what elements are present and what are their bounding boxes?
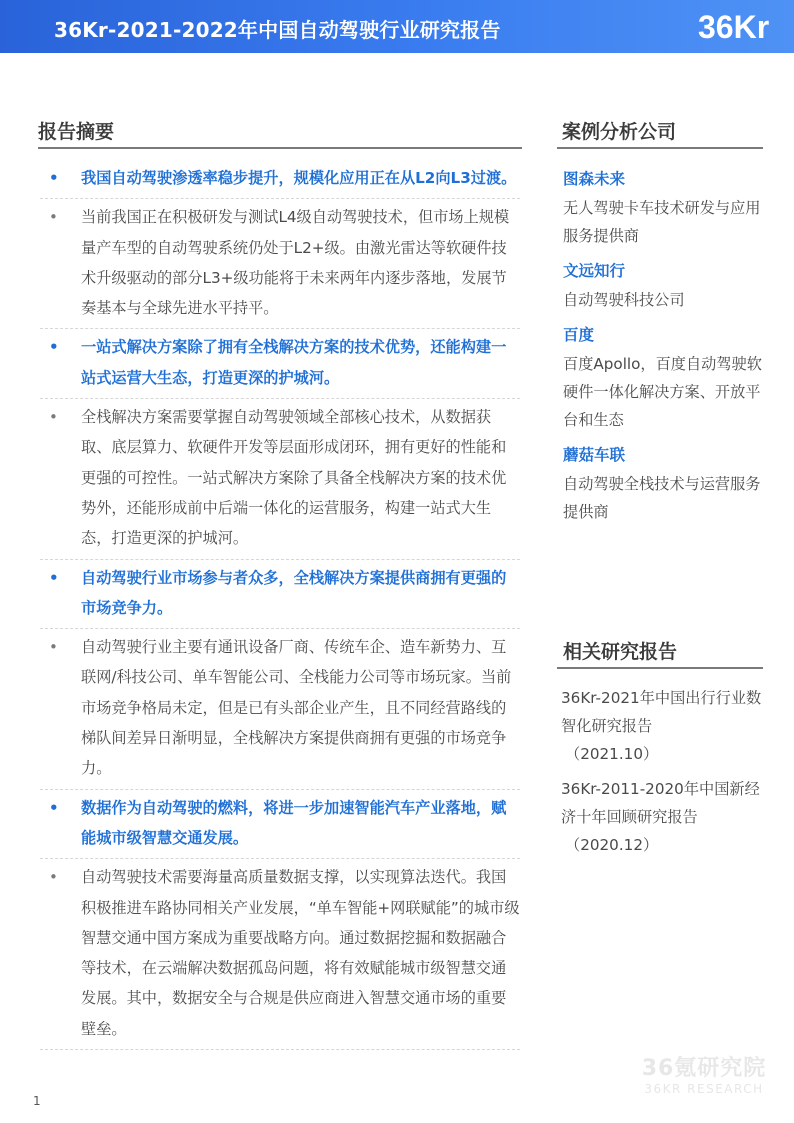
36kr-logo xyxy=(692,0,794,53)
report-date: （2020.12） xyxy=(565,836,659,854)
cases-divider xyxy=(557,147,763,149)
summary-detail xyxy=(40,199,520,329)
watermark-en: 36KR RESEARCH xyxy=(644,1082,764,1096)
related-heading: 相关研究报告 xyxy=(563,641,678,663)
bullet-icon: • xyxy=(49,568,59,587)
summary-list xyxy=(40,160,520,1050)
summary-text: 一站式解决方案除了拥有全栈解决方案的技术优势，还能构建一站式运营大生态，打造更深的护城河。 xyxy=(81,338,507,387)
summary-text: 我国自动驾驶渗透率稳步提升，规模化应用正在从L2向L3过渡。 xyxy=(81,169,517,187)
related-report xyxy=(561,775,766,859)
summary-key-point xyxy=(40,790,520,860)
logo-text: 36Kr xyxy=(698,9,770,45)
bullet-icon: • xyxy=(49,868,58,887)
case-company-name: 百度 xyxy=(563,326,595,344)
bullet-icon: • xyxy=(49,169,59,187)
related-divider xyxy=(557,667,763,669)
watermark xyxy=(630,1056,778,1096)
summary-heading: 报告摘要 xyxy=(38,121,115,143)
case-company-desc: 自动驾驶全栈技术与运营服务提供商 xyxy=(563,475,761,521)
summary-detail xyxy=(40,629,520,789)
summary-key-point xyxy=(40,329,520,399)
bullet-icon: • xyxy=(49,208,58,227)
summary-text: 当前我国正在积极研发与测试L4级自动驾驶技术，但市场上规模量产车型的自动驾驶系统仍处于L2+级。由激光雷达等软硬件技术升级驱动的部分L3+级功能将于未来两年内逐步落地，发展节奏基本与全球先进水平持平。 xyxy=(81,208,510,318)
report-title: 36Kr-2021年中国出行行业数智化研究报告 xyxy=(561,689,762,735)
bullet-icon: • xyxy=(49,798,59,817)
summary-detail xyxy=(40,859,520,1050)
report-list xyxy=(561,684,766,866)
summary-text: 数据作为自动驾驶的燃料，将进一步加速智能汽车产业落地，赋能城市级智慧交通发展。 xyxy=(81,798,507,847)
summary-text: 自动驾驶技术需要海量高质量数据支撑，以实现算法迭代。我国积极推进车路协同相关产业发展，“单车智能+网联赋能”的城市级智慧交通中国方案成为重要战略方向。通过数据挖掘和数据融合等技术，在云端解决数据孤岛问题，将有效赋能城市级智慧交通发展。其中，数据安全与合规是供应商进入智慧交通市场的重要壁垒。 xyxy=(81,868,520,1038)
case-list xyxy=(563,164,763,532)
report-date: （2021.10） xyxy=(565,745,659,763)
summary-detail xyxy=(40,399,520,559)
case-company-desc: 无人驾驶卡车技术研发与应用服务提供商 xyxy=(563,199,761,245)
page-number: 1 xyxy=(33,1094,41,1108)
case-company-name: 文远知行 xyxy=(563,262,626,280)
summary-divider xyxy=(38,147,522,149)
header-banner xyxy=(0,0,794,53)
case-company-desc: 百度Apollo，百度自动驾驶软硬件一体化解决方案、开放平台和生态 xyxy=(563,355,762,429)
bullet-icon: • xyxy=(49,408,58,427)
case-company-name: 蘑菇车联 xyxy=(563,446,626,464)
bullet-icon: • xyxy=(49,338,59,357)
report-title: 36Kr-2021-2022年中国自动驾驶行业研究报告 xyxy=(54,18,501,42)
related-report xyxy=(561,684,766,768)
summary-text: 自动驾驶行业主要有通讯设备厂商、传统车企、造车新势力、互联网/科技公司、单车智能公司、全栈能力公司等市场玩家。当前市场竞争格局未定，但是已有头部企业产生，且不同经营路线的梯队间差异日渐明显，全栈解决方案提供商拥有更强的市场竞争力。 xyxy=(81,638,512,778)
cases-heading: 案例分析公司 xyxy=(562,121,677,143)
watermark-cn: 36氪研究院 xyxy=(641,1056,767,1081)
summary-key-point xyxy=(40,160,520,199)
summary-text: 全栈解决方案需要掌握自动驾驶领域全部核心技术，从数据获取、底层算力、软硬件开发等层面形成闭环，拥有更好的性能和更强的可控性。一站式解决方案除了具备全栈解决方案的技术优势外，还能形成前中后端一体化的运营服务，构建一站式大生态，打造更深的护城河。 xyxy=(81,408,507,548)
summary-key-point xyxy=(40,560,520,630)
summary-text: 自动驾驶行业市场参与者众多，全栈解决方案提供商拥有更强的市场竞争力。 xyxy=(81,568,507,617)
bullet-icon: • xyxy=(49,638,58,657)
case-company-desc: 自动驾驶科技公司 xyxy=(563,291,685,309)
report-title: 36Kr-2011-2020年中国新经济十年回顾研究报告 xyxy=(561,780,760,826)
case-company-name: 图森未来 xyxy=(563,170,626,188)
